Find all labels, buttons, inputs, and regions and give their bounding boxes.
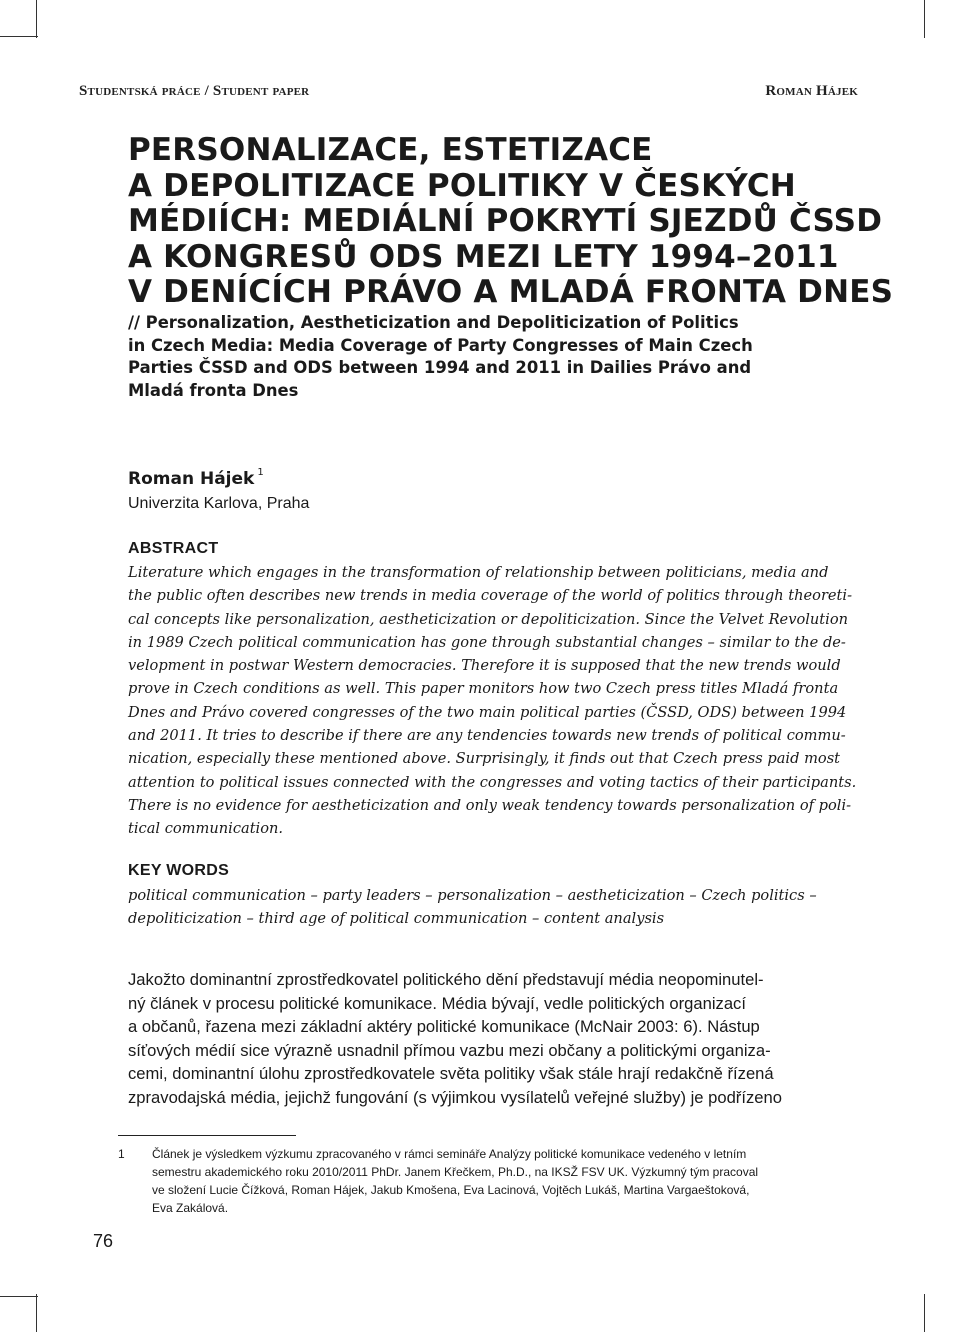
- body-line: Jakožto dominantní zprostředkovatel politického dění představují média neopominutel-: [128, 970, 764, 989]
- abstract-line: attention to political issues connected with the congresses and voting tactics of their participants.: [128, 773, 857, 791]
- author-affiliation: Univerzita Karlova, Praha: [128, 495, 310, 512]
- body-line: ný článek v procesu politické komunikace. Média bývají, vedle politických organizací: [128, 993, 746, 1013]
- footnote-divider: [118, 1135, 296, 1136]
- footnote-line: semestru akademického roku 2010/2011 PhDr. Janem Křečkem, Ph.D., na IKSŽ FSV UK. Výzkumný tým pracoval: [152, 1165, 759, 1179]
- abstract-line: cal concepts like personalization, aestheticization or depoliticization. Since the Velvet Revolution: [128, 610, 849, 628]
- subtitle-line: // Personalization, Aestheticization and Depoliticization of Politics: [128, 313, 739, 332]
- title-line: A DEPOLITIZACE POLITIKY V ČESKÝCH: [128, 167, 796, 204]
- body-line: a občanů, řazena mezi základní aktéry politické komunikace (McNair 2003: 6). Nástup: [128, 1017, 760, 1037]
- footnote-number: 1: [118, 1147, 125, 1161]
- title-line: A KONGRESŮ ODS MEZI LETY 1994–2011: [128, 238, 839, 275]
- header-section-label: Studentská práce / Student paper: [79, 83, 310, 99]
- keywords-line: political communication – party leaders – personalization – aestheticization – Czech politics –: [128, 887, 817, 904]
- footnote-line: Článek je výsledkem výzkumu zpracovaného v rámci semináře Analýzy politické komunikace vedeného v letním: [152, 1147, 747, 1161]
- abstract-line: velopment in postwar Western democracies. Therefore it is supposed that the new trends would: [128, 657, 841, 675]
- author-name-text: Roman Hájek: [128, 469, 255, 489]
- crop-mark: [36, 0, 37, 38]
- abstract-line: Literature which engages in the transformation of relationship between politicians, media and: [128, 564, 829, 581]
- abstract-line: the public often describes new trends in media coverage of the world of politics through theoreti-: [128, 587, 853, 605]
- crop-mark: [0, 1296, 38, 1297]
- english-subtitle: [128, 312, 848, 402]
- abstract-line: tical communication.: [128, 820, 284, 838]
- abstract-line: in 1989 Czech political communication has gone through substantial changes – similar to the de-: [128, 633, 846, 651]
- body-line: síťových médií sice výrazně usnadnil přímou vazbu mezi občany a politickými organiza-: [128, 1040, 771, 1060]
- keywords-text: [128, 884, 848, 931]
- subtitle-line: in Czech Media: Media Coverage of Party Congresses of Main Czech: [128, 335, 753, 355]
- keywords-line: depoliticization – third age of political communication – content analysis: [128, 910, 665, 928]
- author-footnote-mark: 1: [257, 467, 264, 479]
- crop-mark: [0, 36, 38, 37]
- body-line: zpravodajská média, jejichž fungování (s výjimkou vysílatelů veřejné služby) je podřízeno: [128, 1087, 782, 1107]
- subtitle-line: Parties ČSSD and ODS between 1994 and 2011 in Dailies Právo and: [128, 358, 752, 378]
- title-line: MÉDIÍCH: MEDIÁLNÍ POKRYTÍ SJEZDŮ ČSSD: [128, 203, 883, 239]
- abstract-line: and 2011. It tries to describe if there are any tendencies towards new trends of political commu-: [128, 727, 846, 745]
- abstract-line: nication, especially these mentioned above. Surprisingly, it finds out that Czech press paid most: [128, 750, 841, 768]
- title-line: PERSONALIZACE, ESTETIZACE: [128, 132, 653, 168]
- body-line: cemi, dominantní úlohu zprostředkovatele světa politiky však stále hrají redakčně řízená: [128, 1064, 774, 1084]
- article-title: [128, 132, 894, 311]
- crop-mark: [36, 1294, 37, 1332]
- body-paragraph: [128, 968, 843, 1110]
- abstract-heading: ABSTRACT: [128, 540, 219, 557]
- crop-mark: [924, 1294, 925, 1332]
- author-name: [128, 469, 264, 489]
- page-number: 76: [93, 1231, 114, 1251]
- running-header: [79, 83, 858, 103]
- footnote-line: Eva Zakálová.: [152, 1201, 229, 1215]
- abstract-line: prove in Czech conditions as well. This paper monitors how two Czech press titles Mladá fronta: [128, 680, 839, 698]
- footnote-text: [152, 1145, 852, 1217]
- keywords-heading: KEY WORDS: [128, 862, 230, 879]
- abstract-line: There is no evidence for aestheticization and only weak tendency towards personalization of poli-: [128, 796, 852, 814]
- subtitle-line: Mladá fronta Dnes: [128, 380, 299, 400]
- abstract-text: [128, 561, 857, 841]
- title-line: V DENÍCÍCH PRÁVO A MLADÁ FRONTA DNES: [128, 274, 894, 310]
- footnote-line: ve složení Lucie Čížková, Roman Hájek, Jakub Kmošena, Eva Lacinová, Vojtěch Lukáš, Martina Vargaeštoková,: [152, 1183, 750, 1197]
- crop-mark: [924, 0, 925, 38]
- abstract-line: Dnes and Právo covered congresses of the two main political parties (ČSSD, ODS) between 1994: [128, 703, 847, 721]
- header-author: Roman Hájek: [765, 83, 858, 99]
